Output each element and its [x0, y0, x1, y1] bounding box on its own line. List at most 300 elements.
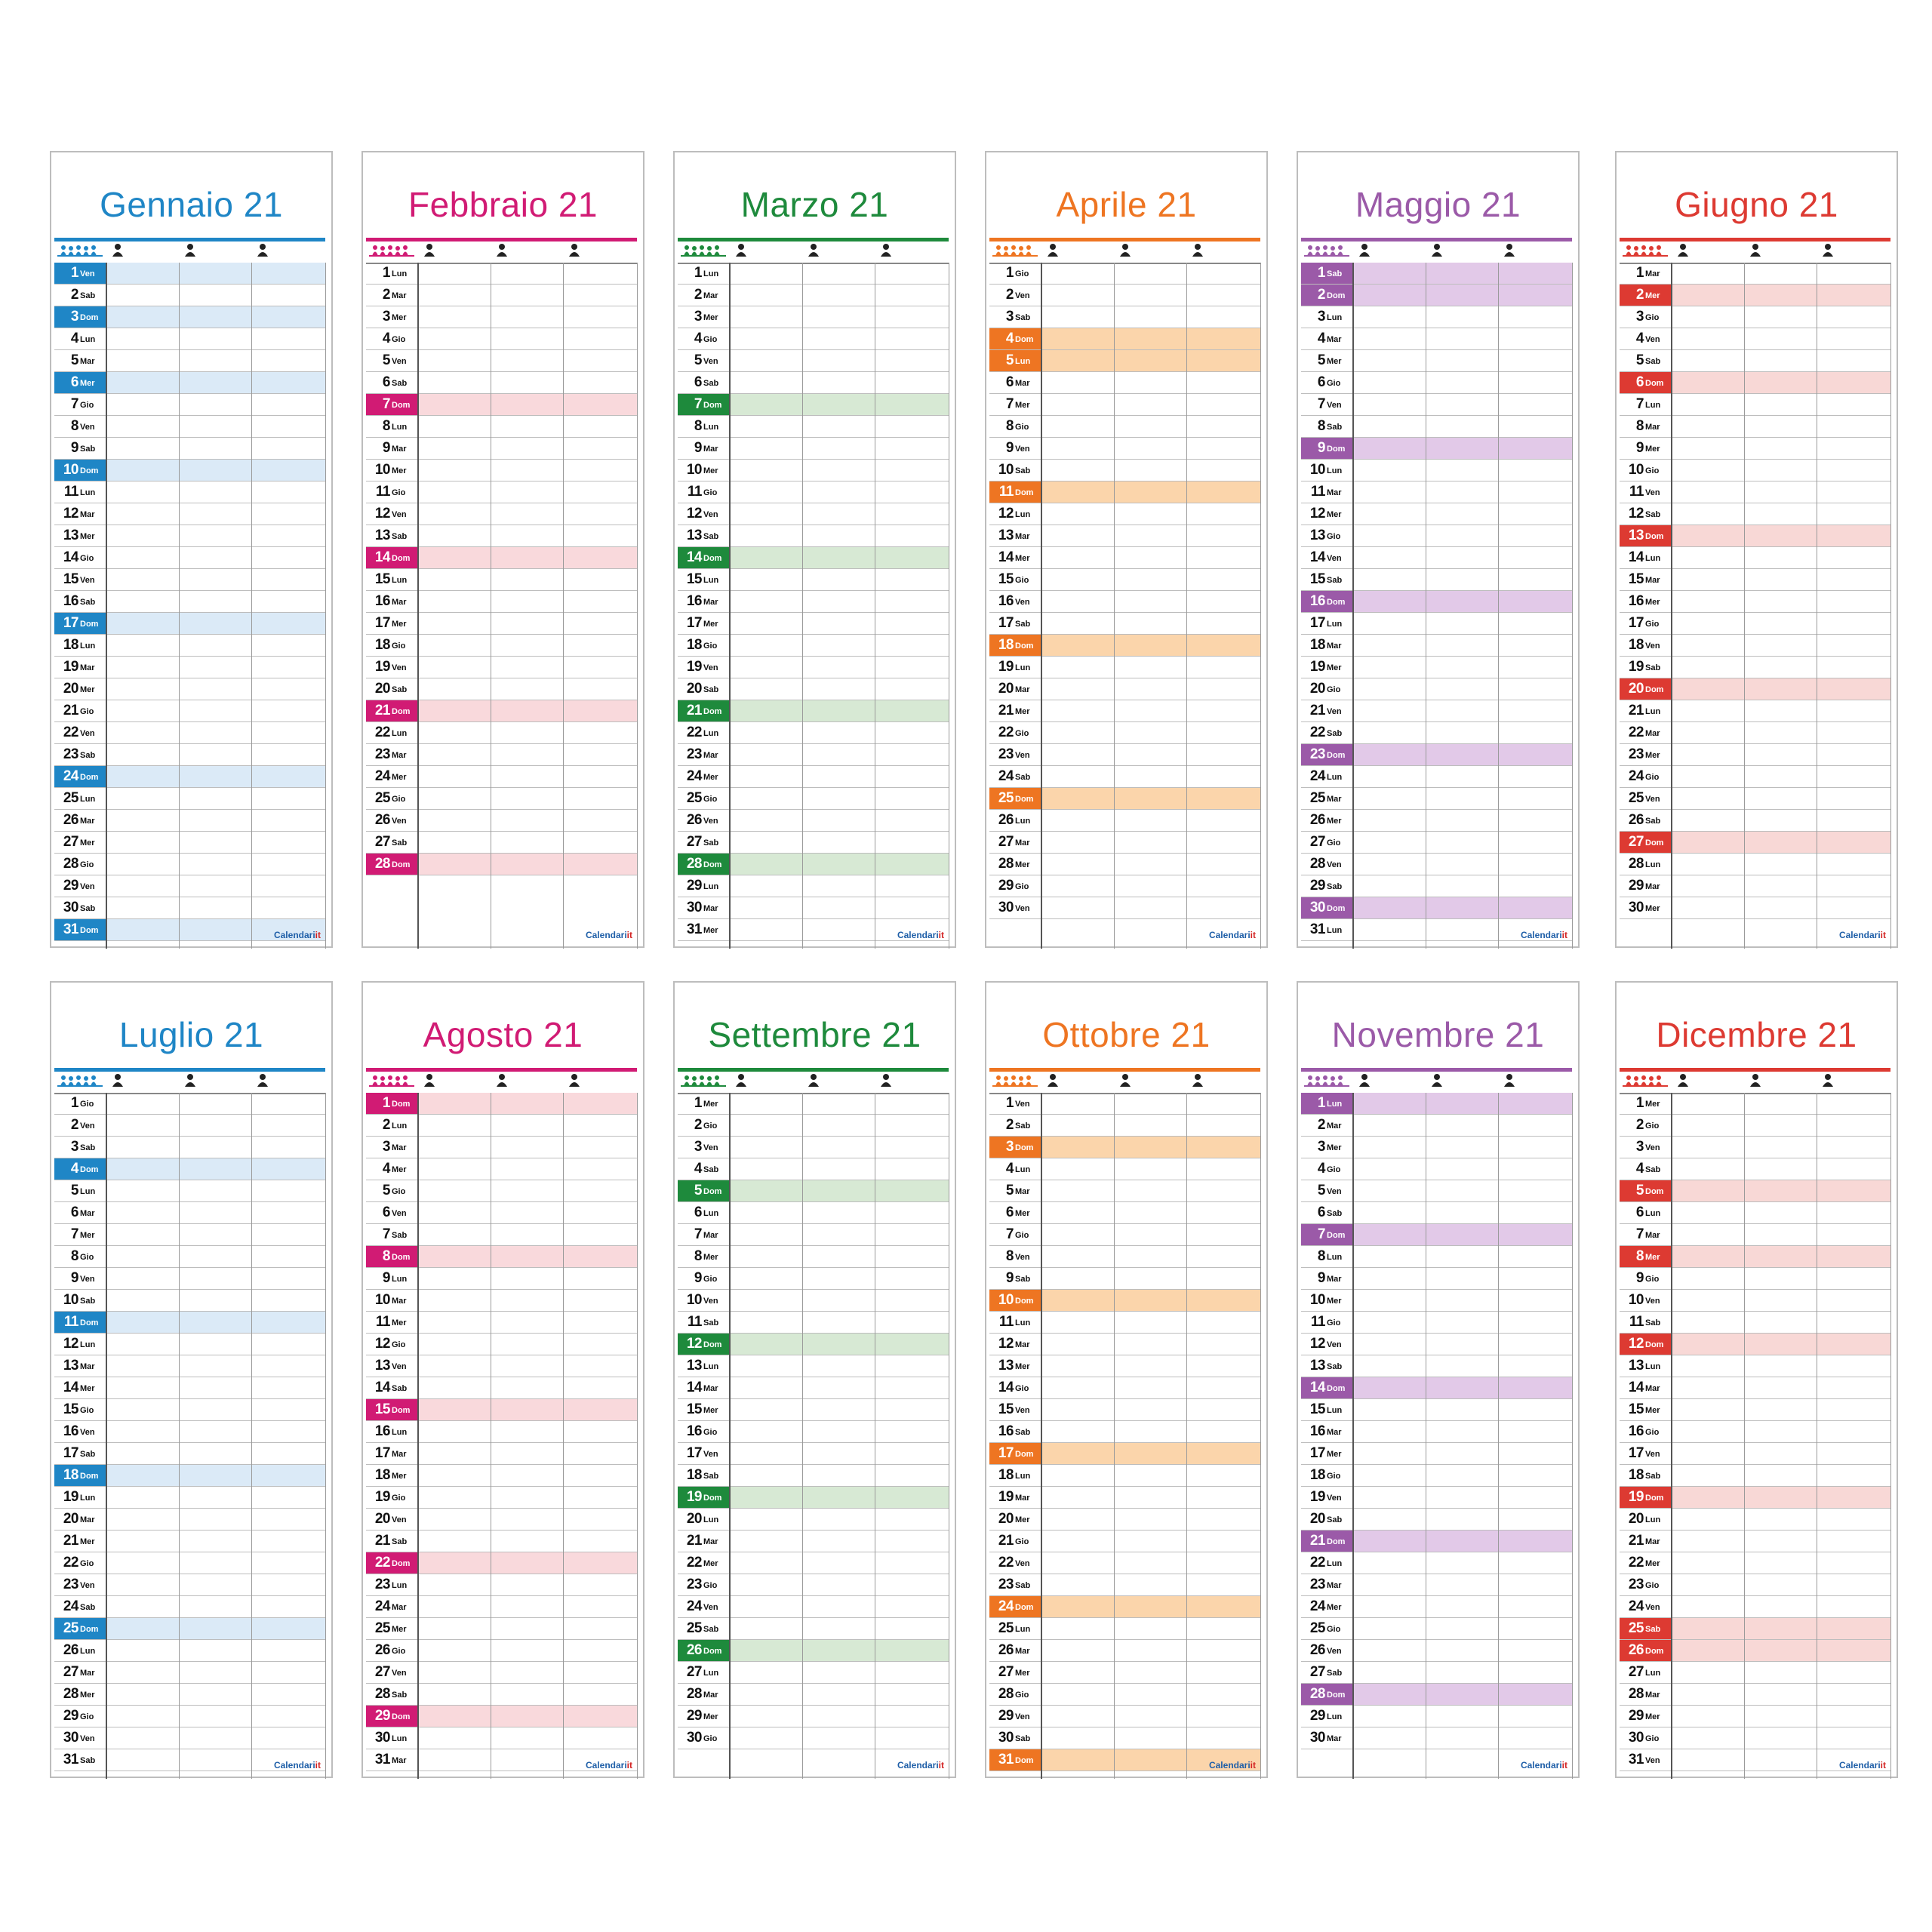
day-row[interactable]	[1301, 1224, 1572, 1246]
day-row[interactable]	[989, 1662, 1260, 1684]
day-row[interactable]	[678, 1421, 949, 1443]
day-row[interactable]	[989, 1246, 1260, 1268]
day-row[interactable]	[1301, 1509, 1572, 1531]
day-row[interactable]	[678, 1268, 949, 1290]
day-row[interactable]	[678, 875, 949, 897]
day-row[interactable]	[54, 394, 325, 416]
day-row[interactable]	[678, 394, 949, 416]
day-row[interactable]	[1301, 328, 1572, 350]
day-row[interactable]	[1620, 569, 1890, 591]
day-row[interactable]	[1620, 678, 1890, 700]
day-row[interactable]	[989, 394, 1260, 416]
day-row[interactable]	[1620, 525, 1890, 547]
day-row[interactable]	[678, 1509, 949, 1531]
day-row[interactable]	[1620, 591, 1890, 613]
day-row[interactable]	[678, 766, 949, 788]
day-row[interactable]	[1301, 263, 1572, 285]
day-row[interactable]	[1301, 788, 1572, 810]
day-row[interactable]	[989, 832, 1260, 854]
day-row[interactable]	[1301, 394, 1572, 416]
day-row[interactable]	[1620, 372, 1890, 394]
day-row[interactable]	[678, 263, 949, 285]
day-row[interactable]	[366, 657, 637, 678]
day-row[interactable]	[1620, 875, 1890, 897]
day-row[interactable]	[54, 1465, 325, 1487]
day-row[interactable]	[1620, 1115, 1890, 1137]
day-row[interactable]	[366, 1684, 637, 1706]
day-row[interactable]	[1620, 722, 1890, 744]
day-row[interactable]	[54, 1334, 325, 1355]
day-row[interactable]	[366, 438, 637, 460]
day-row[interactable]	[1620, 1684, 1890, 1706]
day-row[interactable]	[54, 678, 325, 700]
day-row[interactable]	[366, 700, 637, 722]
day-row[interactable]	[366, 1727, 637, 1749]
day-row[interactable]	[366, 547, 637, 569]
day-row[interactable]	[54, 416, 325, 438]
day-row[interactable]	[989, 1727, 1260, 1749]
day-row[interactable]	[678, 1312, 949, 1334]
day-row[interactable]	[678, 328, 949, 350]
day-row[interactable]	[1301, 1552, 1572, 1574]
day-row[interactable]	[1620, 700, 1890, 722]
day-row[interactable]	[1301, 744, 1572, 766]
day-row[interactable]	[1301, 591, 1572, 613]
day-row[interactable]	[1301, 1137, 1572, 1158]
day-row[interactable]	[1620, 503, 1890, 525]
day-row[interactable]	[1301, 481, 1572, 503]
day-row[interactable]	[1620, 1596, 1890, 1618]
day-row[interactable]	[1620, 416, 1890, 438]
day-row[interactable]	[678, 1487, 949, 1509]
day-row[interactable]	[1620, 1509, 1890, 1531]
day-row[interactable]	[54, 1312, 325, 1334]
day-row[interactable]	[1620, 547, 1890, 569]
day-row[interactable]	[54, 1509, 325, 1531]
day-row[interactable]	[366, 1290, 637, 1312]
day-row[interactable]	[989, 1268, 1260, 1290]
day-row[interactable]	[366, 1399, 637, 1421]
day-row[interactable]	[989, 438, 1260, 460]
day-row[interactable]	[1301, 1312, 1572, 1334]
day-row[interactable]	[678, 503, 949, 525]
day-row[interactable]	[54, 1618, 325, 1640]
day-row[interactable]	[366, 285, 637, 306]
day-row[interactable]	[366, 1465, 637, 1487]
day-row[interactable]	[1620, 1662, 1890, 1684]
day-row[interactable]	[366, 854, 637, 875]
day-row[interactable]	[989, 263, 1260, 285]
day-row[interactable]	[1301, 766, 1572, 788]
day-row[interactable]	[366, 1137, 637, 1158]
day-row[interactable]	[1301, 1399, 1572, 1421]
day-row[interactable]	[366, 263, 637, 285]
day-row[interactable]	[989, 547, 1260, 569]
day-row[interactable]	[989, 1443, 1260, 1465]
day-row[interactable]	[1620, 788, 1890, 810]
day-row[interactable]	[1620, 810, 1890, 832]
day-row[interactable]	[678, 306, 949, 328]
day-row[interactable]	[1301, 854, 1572, 875]
day-row[interactable]	[1301, 1640, 1572, 1662]
day-row[interactable]	[54, 1596, 325, 1618]
day-row[interactable]	[54, 1246, 325, 1268]
day-row[interactable]	[1620, 897, 1890, 919]
day-row[interactable]	[1301, 1662, 1572, 1684]
day-row[interactable]	[366, 613, 637, 635]
day-row[interactable]	[989, 1618, 1260, 1640]
day-row[interactable]	[678, 285, 949, 306]
day-row[interactable]	[989, 722, 1260, 744]
day-row[interactable]	[366, 1355, 637, 1377]
day-row[interactable]	[989, 1312, 1260, 1334]
day-row[interactable]	[366, 1115, 637, 1137]
day-row[interactable]	[678, 1552, 949, 1574]
day-row[interactable]	[1301, 1443, 1572, 1465]
day-row[interactable]	[1620, 306, 1890, 328]
day-row[interactable]	[366, 1596, 637, 1618]
day-row[interactable]	[54, 438, 325, 460]
day-row[interactable]	[1301, 1290, 1572, 1312]
day-row[interactable]	[366, 1202, 637, 1224]
day-row[interactable]	[1301, 1115, 1572, 1137]
day-row[interactable]	[678, 897, 949, 919]
day-row[interactable]	[1620, 481, 1890, 503]
day-row[interactable]	[366, 1618, 637, 1640]
day-row[interactable]	[678, 1596, 949, 1618]
day-row[interactable]	[1620, 1355, 1890, 1377]
day-row[interactable]	[989, 372, 1260, 394]
day-row[interactable]	[989, 416, 1260, 438]
day-row[interactable]	[366, 569, 637, 591]
day-row[interactable]	[54, 350, 325, 372]
day-row[interactable]	[54, 481, 325, 503]
day-row[interactable]	[678, 1727, 949, 1749]
day-row[interactable]	[1620, 263, 1890, 285]
day-row[interactable]	[1301, 700, 1572, 722]
day-row[interactable]	[1301, 1202, 1572, 1224]
day-row[interactable]	[678, 460, 949, 481]
day-row[interactable]	[678, 1093, 949, 1115]
day-row[interactable]	[1620, 394, 1890, 416]
day-row[interactable]	[1301, 635, 1572, 657]
day-row[interactable]	[54, 1290, 325, 1312]
day-row[interactable]	[989, 1355, 1260, 1377]
day-row[interactable]	[678, 591, 949, 613]
day-row[interactable]	[1301, 350, 1572, 372]
day-row[interactable]	[54, 1180, 325, 1202]
day-row[interactable]	[678, 635, 949, 657]
day-row[interactable]	[366, 678, 637, 700]
day-row[interactable]	[1620, 1399, 1890, 1421]
day-row[interactable]	[1620, 1640, 1890, 1662]
day-row[interactable]	[54, 897, 325, 919]
day-row[interactable]	[1301, 306, 1572, 328]
day-row[interactable]	[54, 503, 325, 525]
day-row[interactable]	[54, 1224, 325, 1246]
day-row[interactable]	[1620, 1137, 1890, 1158]
day-row[interactable]	[678, 1706, 949, 1727]
day-row[interactable]	[54, 1727, 325, 1749]
day-row[interactable]	[678, 722, 949, 744]
day-row[interactable]	[1620, 350, 1890, 372]
day-row[interactable]	[366, 460, 637, 481]
day-row[interactable]	[678, 350, 949, 372]
day-row[interactable]	[989, 569, 1260, 591]
day-row[interactable]	[1620, 766, 1890, 788]
day-row[interactable]	[1620, 1531, 1890, 1552]
day-row[interactable]	[366, 1552, 637, 1574]
day-row[interactable]	[989, 1202, 1260, 1224]
day-row[interactable]	[1301, 678, 1572, 700]
day-row[interactable]	[678, 547, 949, 569]
day-row[interactable]	[1301, 722, 1572, 744]
day-row[interactable]	[1620, 1202, 1890, 1224]
day-row[interactable]	[678, 700, 949, 722]
day-row[interactable]	[678, 1443, 949, 1465]
day-row[interactable]	[1620, 657, 1890, 678]
day-row[interactable]	[366, 416, 637, 438]
day-row[interactable]	[54, 1443, 325, 1465]
day-row[interactable]	[678, 1574, 949, 1596]
day-row[interactable]	[366, 1574, 637, 1596]
day-row[interactable]	[1620, 744, 1890, 766]
day-row[interactable]	[366, 1509, 637, 1531]
day-row[interactable]	[366, 1224, 637, 1246]
day-row[interactable]	[366, 1334, 637, 1355]
day-row[interactable]	[366, 328, 637, 350]
day-row[interactable]	[54, 1574, 325, 1596]
day-row[interactable]	[366, 481, 637, 503]
day-row[interactable]	[678, 1399, 949, 1421]
day-row[interactable]	[1301, 503, 1572, 525]
day-row[interactable]	[1620, 1158, 1890, 1180]
day-row[interactable]	[366, 832, 637, 854]
day-row[interactable]	[678, 1202, 949, 1224]
day-row[interactable]	[54, 1377, 325, 1399]
day-row[interactable]	[1301, 897, 1572, 919]
day-row[interactable]	[366, 1443, 637, 1465]
day-row[interactable]	[54, 722, 325, 744]
day-row[interactable]	[1301, 1596, 1572, 1618]
day-row[interactable]	[366, 1706, 637, 1727]
day-row[interactable]	[54, 1158, 325, 1180]
day-row[interactable]	[1301, 1268, 1572, 1290]
day-row[interactable]	[54, 613, 325, 635]
day-row[interactable]	[1620, 854, 1890, 875]
day-row[interactable]	[989, 788, 1260, 810]
day-row[interactable]	[1301, 1180, 1572, 1202]
day-row[interactable]	[54, 591, 325, 613]
day-row[interactable]	[678, 1180, 949, 1202]
day-row[interactable]	[989, 1377, 1260, 1399]
day-row[interactable]	[366, 591, 637, 613]
day-row[interactable]	[989, 1509, 1260, 1531]
day-row[interactable]	[366, 372, 637, 394]
day-row[interactable]	[1620, 832, 1890, 854]
day-row[interactable]	[1301, 832, 1572, 854]
day-row[interactable]	[989, 306, 1260, 328]
day-row[interactable]	[1301, 1377, 1572, 1399]
day-row[interactable]	[989, 657, 1260, 678]
day-row[interactable]	[989, 744, 1260, 766]
day-row[interactable]	[54, 460, 325, 481]
day-row[interactable]	[366, 503, 637, 525]
day-row[interactable]	[1620, 460, 1890, 481]
day-row[interactable]	[678, 1334, 949, 1355]
day-row[interactable]	[1301, 1487, 1572, 1509]
day-row[interactable]	[366, 1662, 637, 1684]
day-row[interactable]	[989, 1115, 1260, 1137]
day-row[interactable]	[54, 328, 325, 350]
day-row[interactable]	[54, 1268, 325, 1290]
day-row[interactable]	[54, 832, 325, 854]
day-row[interactable]	[366, 1268, 637, 1290]
day-row[interactable]	[1301, 613, 1572, 635]
day-row[interactable]	[54, 372, 325, 394]
day-row[interactable]	[989, 1180, 1260, 1202]
day-row[interactable]	[1301, 460, 1572, 481]
day-row[interactable]	[678, 481, 949, 503]
day-row[interactable]	[1301, 1246, 1572, 1268]
day-row[interactable]	[1301, 1355, 1572, 1377]
day-row[interactable]	[678, 525, 949, 547]
day-row[interactable]	[989, 1531, 1260, 1552]
day-row[interactable]	[54, 1487, 325, 1509]
day-row[interactable]	[678, 1465, 949, 1487]
day-row[interactable]	[678, 1618, 949, 1640]
day-row[interactable]	[1620, 1443, 1890, 1465]
day-row[interactable]	[678, 1377, 949, 1399]
day-row[interactable]	[54, 766, 325, 788]
day-row[interactable]	[1620, 1552, 1890, 1574]
day-row[interactable]	[989, 328, 1260, 350]
day-row[interactable]	[989, 635, 1260, 657]
day-row[interactable]	[366, 350, 637, 372]
day-row[interactable]	[366, 635, 637, 657]
day-row[interactable]	[678, 832, 949, 854]
day-row[interactable]	[678, 416, 949, 438]
day-row[interactable]	[1301, 875, 1572, 897]
day-row[interactable]	[1620, 1224, 1890, 1246]
day-row[interactable]	[54, 547, 325, 569]
day-row[interactable]	[989, 1684, 1260, 1706]
day-row[interactable]	[678, 744, 949, 766]
day-row[interactable]	[1301, 1684, 1572, 1706]
day-row[interactable]	[1620, 1312, 1890, 1334]
day-row[interactable]	[989, 1334, 1260, 1355]
day-row[interactable]	[366, 394, 637, 416]
day-row[interactable]	[989, 1399, 1260, 1421]
day-row[interactable]	[1301, 525, 1572, 547]
day-row[interactable]	[1301, 1093, 1572, 1115]
day-row[interactable]	[989, 503, 1260, 525]
day-row[interactable]	[989, 1640, 1260, 1662]
day-row[interactable]	[54, 285, 325, 306]
day-row[interactable]	[366, 1531, 637, 1552]
day-row[interactable]	[1620, 1246, 1890, 1268]
day-row[interactable]	[678, 854, 949, 875]
day-row[interactable]	[989, 875, 1260, 897]
day-row[interactable]	[54, 635, 325, 657]
day-row[interactable]	[1301, 810, 1572, 832]
day-row[interactable]	[989, 1093, 1260, 1115]
day-row[interactable]	[1620, 285, 1890, 306]
day-row[interactable]	[366, 1421, 637, 1443]
day-row[interactable]	[989, 1596, 1260, 1618]
day-row[interactable]	[678, 1224, 949, 1246]
day-row[interactable]	[1301, 1706, 1572, 1727]
day-row[interactable]	[1620, 635, 1890, 657]
day-row[interactable]	[366, 1312, 637, 1334]
day-row[interactable]	[1301, 1727, 1572, 1749]
day-row[interactable]	[989, 1487, 1260, 1509]
day-row[interactable]	[678, 788, 949, 810]
day-row[interactable]	[678, 613, 949, 635]
day-row[interactable]	[989, 350, 1260, 372]
day-row[interactable]	[989, 810, 1260, 832]
day-row[interactable]	[1620, 1487, 1890, 1509]
day-row[interactable]	[1620, 1706, 1890, 1727]
day-row[interactable]	[1620, 1377, 1890, 1399]
day-row[interactable]	[54, 1421, 325, 1443]
day-row[interactable]	[54, 1531, 325, 1552]
day-row[interactable]	[678, 657, 949, 678]
day-row[interactable]	[678, 1158, 949, 1180]
day-row[interactable]	[366, 766, 637, 788]
day-row[interactable]	[54, 1552, 325, 1574]
day-row[interactable]	[678, 1684, 949, 1706]
day-row[interactable]	[989, 678, 1260, 700]
day-row[interactable]	[54, 1115, 325, 1137]
day-row[interactable]	[366, 306, 637, 328]
day-row[interactable]	[54, 744, 325, 766]
day-row[interactable]	[1620, 1465, 1890, 1487]
day-row[interactable]	[54, 525, 325, 547]
day-row[interactable]	[1301, 438, 1572, 460]
day-row[interactable]	[989, 897, 1260, 919]
day-row[interactable]	[678, 438, 949, 460]
day-row[interactable]	[1620, 1180, 1890, 1202]
day-row[interactable]	[54, 875, 325, 897]
day-row[interactable]	[54, 263, 325, 285]
day-row[interactable]	[678, 1290, 949, 1312]
day-row[interactable]	[54, 1640, 325, 1662]
day-row[interactable]	[989, 1574, 1260, 1596]
day-row[interactable]	[54, 810, 325, 832]
day-row[interactable]	[54, 657, 325, 678]
day-row[interactable]	[54, 306, 325, 328]
day-row[interactable]	[678, 1137, 949, 1158]
day-row[interactable]	[989, 591, 1260, 613]
day-row[interactable]	[54, 1662, 325, 1684]
day-row[interactable]	[1620, 1574, 1890, 1596]
day-row[interactable]	[1301, 372, 1572, 394]
day-row[interactable]	[54, 1137, 325, 1158]
day-row[interactable]	[1620, 1268, 1890, 1290]
day-row[interactable]	[1301, 1158, 1572, 1180]
day-row[interactable]	[366, 788, 637, 810]
day-row[interactable]	[1620, 613, 1890, 635]
day-row[interactable]	[54, 1093, 325, 1115]
day-row[interactable]	[678, 678, 949, 700]
day-row[interactable]	[1301, 416, 1572, 438]
day-row[interactable]	[1301, 1334, 1572, 1355]
day-row[interactable]	[989, 460, 1260, 481]
day-row[interactable]	[366, 1377, 637, 1399]
day-row[interactable]	[989, 481, 1260, 503]
day-row[interactable]	[678, 1640, 949, 1662]
